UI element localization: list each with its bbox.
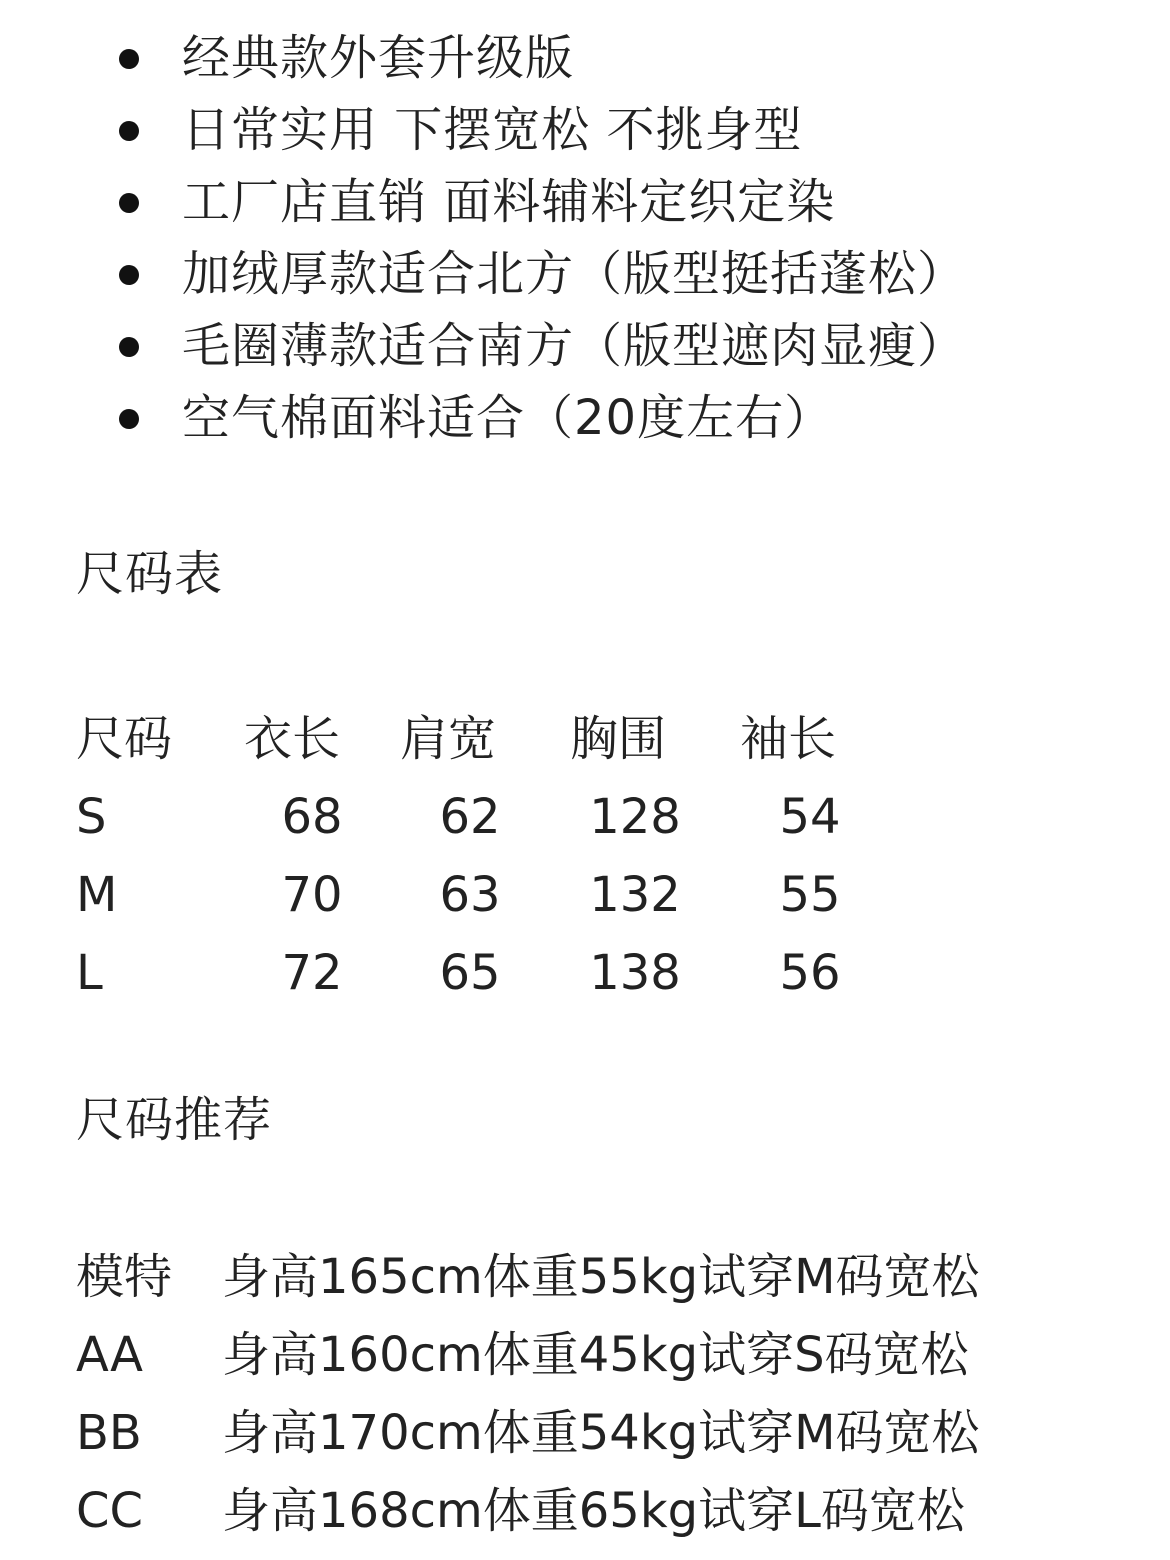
size-recommendation-title: 尺码推荐 <box>76 1092 273 1148</box>
table-row <box>76 934 870 1012</box>
list-item <box>76 1394 980 1472</box>
model-fit-text: 身高170cm体重54kg试穿M码宽松 <box>222 1405 980 1461</box>
bullet-dot-icon <box>119 49 139 69</box>
feature-list <box>0 22 966 454</box>
feature-text: 毛圈薄款适合南方（版型遮肉显瘦） <box>182 318 967 374</box>
table-header-row <box>76 700 870 778</box>
size-chart-title: 尺码表 <box>76 546 224 602</box>
sleeve-cell: 56 <box>779 945 841 1001</box>
feature-text: 加绒厚款适合北方（版型挺括蓬松） <box>182 246 967 302</box>
size-cell: L <box>76 945 103 1001</box>
bullet-dot-icon <box>119 409 139 429</box>
bullet-dot-icon <box>119 265 139 285</box>
header-cell-length: 衣长 <box>244 711 341 767</box>
bullet-dot-icon <box>119 193 139 213</box>
list-item <box>76 1316 980 1394</box>
model-name: 模特 <box>76 1249 173 1305</box>
model-fit-text: 身高160cm体重45kg试穿S码宽松 <box>222 1327 969 1383</box>
shoulder-cell: 65 <box>439 945 501 1001</box>
table-row <box>76 856 870 934</box>
model-name: BB <box>76 1405 142 1461</box>
feature-item <box>0 382 966 454</box>
length-cell: 70 <box>281 867 343 923</box>
size-recommendation-list <box>76 1238 980 1550</box>
chest-cell: 128 <box>589 789 681 845</box>
feature-item <box>0 166 966 238</box>
shoulder-cell: 63 <box>439 867 501 923</box>
chest-cell: 138 <box>589 945 681 1001</box>
chest-cell: 132 <box>589 867 681 923</box>
header-cell-size: 尺码 <box>76 711 173 767</box>
model-name: CC <box>76 1483 144 1539</box>
feature-text: 工厂店直销 面料辅料定织定染 <box>182 174 836 230</box>
list-item <box>76 1472 980 1550</box>
feature-item <box>0 22 966 94</box>
shoulder-cell: 62 <box>439 789 501 845</box>
size-chart-table <box>76 700 870 1012</box>
table-row <box>76 778 870 856</box>
sleeve-cell: 55 <box>779 867 841 923</box>
size-cell: M <box>76 867 118 923</box>
feature-item <box>0 94 966 166</box>
feature-item <box>0 238 966 310</box>
sleeve-cell: 54 <box>779 789 841 845</box>
length-cell: 72 <box>281 945 343 1001</box>
model-fit-text: 身高168cm体重65kg试穿L码宽松 <box>222 1483 965 1539</box>
header-cell-chest: 胸围 <box>570 711 667 767</box>
bullet-dot-icon <box>119 337 139 357</box>
header-cell-sleeve: 袖长 <box>740 711 837 767</box>
bullet-dot-icon <box>119 121 139 141</box>
size-cell: S <box>76 789 107 845</box>
list-item <box>76 1238 980 1316</box>
model-name: AA <box>76 1327 144 1383</box>
feature-text: 空气棉面料适合（20度左右） <box>182 390 834 446</box>
header-cell-shoulder: 肩宽 <box>400 711 497 767</box>
length-cell: 68 <box>281 789 343 845</box>
feature-text: 日常实用 下摆宽松 不挑身型 <box>182 102 803 158</box>
feature-item <box>0 310 966 382</box>
feature-text: 经典款外套升级版 <box>182 30 575 86</box>
model-fit-text: 身高165cm体重55kg试穿M码宽松 <box>222 1249 980 1305</box>
